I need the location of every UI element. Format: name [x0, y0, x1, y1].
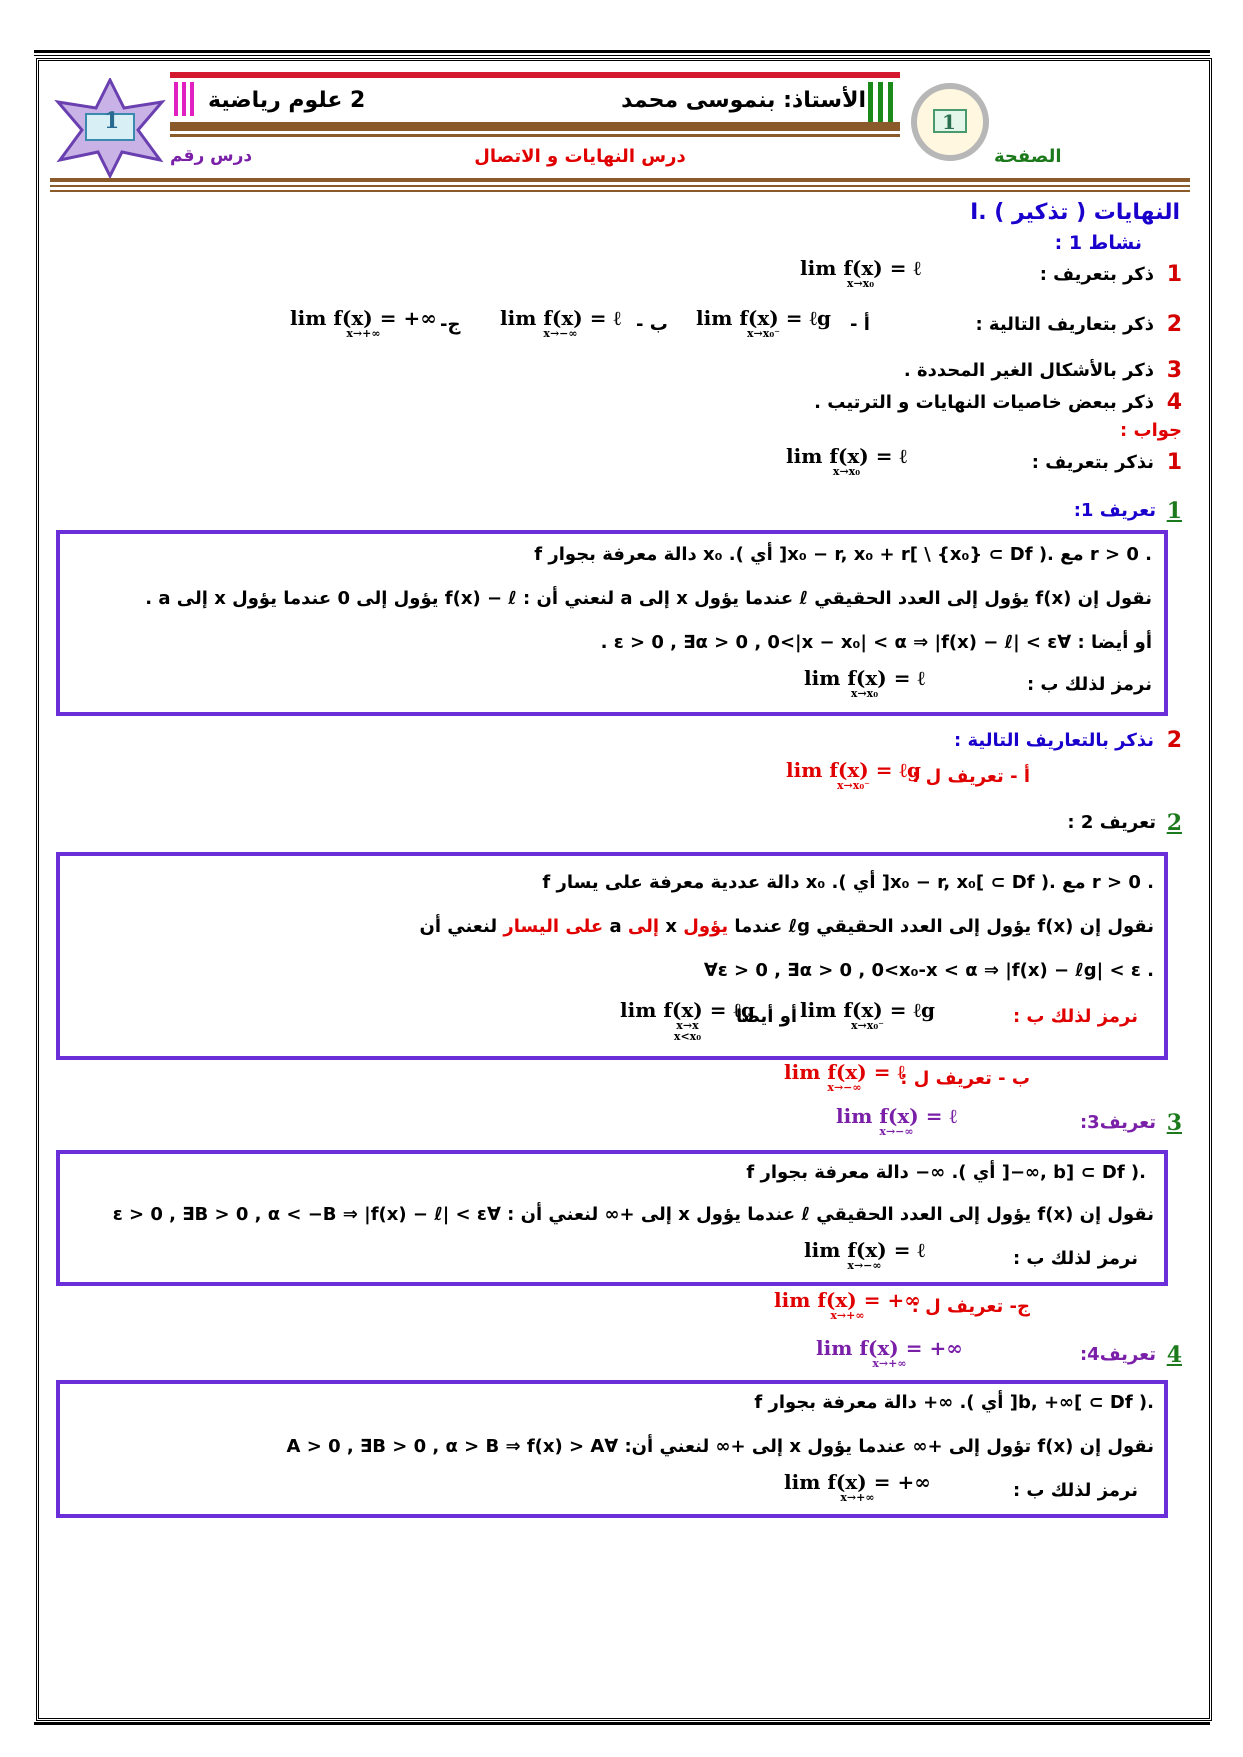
- item-number: 4: [1166, 390, 1182, 415]
- lim-text: lim f(x) = +∞: [774, 1288, 921, 1312]
- def2-line2: [419, 916, 1154, 937]
- lim-text: lim f(x) = ℓ: [800, 256, 921, 280]
- lim-text: lim f(x) = ℓ: [784, 1060, 905, 1084]
- lim-sub: x<x₀: [673, 1030, 702, 1043]
- item-number: 3: [1166, 358, 1182, 383]
- lim-text: lim f(x) = ℓ: [836, 1104, 957, 1128]
- def3-line1: f دالة معرفة بجوار −∞ .( أي ]−∞, b] ⊂ Df ).: [746, 1162, 1146, 1183]
- item-number: 1: [1166, 450, 1182, 475]
- item-text: نذكر بتعريف :: [1031, 452, 1154, 473]
- page-badge-number: 1: [942, 110, 956, 134]
- definition-box-4: [56, 1380, 1168, 1518]
- header-bottom-bar-2: [50, 185, 1190, 187]
- q2-b-label: ب -: [636, 314, 668, 335]
- header-bar-red: [170, 72, 900, 78]
- lim-text: lim f(x) = ℓ: [804, 1238, 925, 1262]
- sub-b: [780, 1062, 1030, 1102]
- lim-sub: x→x₀: [832, 465, 861, 478]
- def2-line4-or: أو أيضا: [736, 1006, 798, 1027]
- lim-text: lim f(x) = +∞: [290, 306, 437, 330]
- sub2-a: [780, 760, 1030, 800]
- sub-c-expr: [774, 1290, 921, 1321]
- lim-sub: x→+∞: [346, 327, 381, 340]
- lim-text: lim f(x) = ℓg: [786, 758, 921, 782]
- lim-sub: x→x₀: [846, 277, 875, 290]
- green-stripes: [868, 82, 896, 122]
- teacher-name: الأستاذ: بنموسى محمد: [621, 88, 866, 113]
- lim-sub: x→x₀: [850, 687, 879, 700]
- header-bar-brown-1: [170, 122, 900, 131]
- item-number: 1: [1166, 262, 1182, 287]
- item-text: نذكر بالتعاريف التالية :: [954, 730, 1154, 751]
- answer-1: [780, 446, 1182, 488]
- section-title: I. النهايات ( تذكير ): [970, 200, 1180, 225]
- heading-text: تعريف3:: [1079, 1112, 1156, 1133]
- definition-box-2: [56, 852, 1168, 1060]
- def1-symbol: [804, 668, 925, 699]
- lim-text: lim f(x) = ℓg: [800, 998, 935, 1022]
- lim-sub: x→x₀⁻: [850, 1019, 884, 1032]
- sub2: [800, 728, 1182, 758]
- sub2-a-expr: [786, 760, 921, 791]
- def2-line2-part: على اليسار: [503, 916, 604, 937]
- pink-stripes: [174, 82, 198, 116]
- def4-line2: نقول إن f(x) تؤول إلى +∞ عندما يؤول x إلى +∞ لنعني أن: ∀A > 0 , ∃B > 0 , α > B ⇒ f(x) > A: [286, 1436, 1154, 1457]
- sub-c-label: ج- تعريف ل :: [911, 1296, 1030, 1317]
- def4-symbol: [784, 1472, 931, 1503]
- activity-label: نشاط 1 :: [1054, 232, 1142, 254]
- class-level: 2 علوم رياضية: [208, 88, 366, 113]
- def2-heading: [900, 810, 1182, 838]
- def2-line2-part: a: [609, 916, 622, 937]
- lim-sub: x→−∞: [827, 1081, 862, 1094]
- top-rule: [34, 50, 1210, 53]
- lim-text: lim f(x) = ℓ: [786, 444, 907, 468]
- def4-heading: [816, 1338, 1182, 1378]
- def2-line2-part: نقول إن f(x) يؤول إلى العدد الحقيقي ℓg عندما: [734, 916, 1154, 937]
- lim-text: lim f(x) = ℓg: [620, 998, 755, 1022]
- header-bottom-bar-3: [50, 190, 1190, 192]
- math-expr: [800, 258, 921, 289]
- heading-number: 2: [1166, 810, 1182, 836]
- def2-symbol-2: [620, 1000, 755, 1042]
- lim-sub: x→+∞: [872, 1357, 907, 1370]
- def3-heading-expr: [836, 1106, 957, 1137]
- def1-line1: f دالة معرفة بجوار x₀ .( أي ]x₀ − r, x₀ + r[ \ {x₀} ⊂ Df ). مع r > 0 .: [534, 544, 1152, 565]
- q2-a-expr: [696, 308, 831, 339]
- lim-sub: x→−∞: [879, 1125, 914, 1138]
- def2-line2-part: لنعني أن: [419, 916, 498, 937]
- item-2: [290, 308, 1182, 348]
- heading-number: 3: [1166, 1110, 1182, 1136]
- item-text: ذكر بالأشكال الغير المحددة .: [903, 360, 1154, 381]
- def4-line3: نرمز لذلك ب :: [1012, 1480, 1138, 1501]
- def1-line4: نرمز لذلك ب :: [1026, 674, 1152, 695]
- def2-line2-part: يؤول: [683, 916, 729, 937]
- def3-heading: [830, 1106, 1182, 1146]
- item-text: ذكر بتعاريف التالية :: [975, 314, 1154, 335]
- lesson-title: درس النهايات و الاتصال: [474, 146, 686, 167]
- lim-sub: x→−∞: [543, 327, 578, 340]
- sub-b-expr: [784, 1062, 905, 1093]
- lim-text: lim f(x) = ℓg: [696, 306, 831, 330]
- item-number: 2: [1166, 728, 1182, 753]
- lim-sub: x→x₀⁻: [836, 779, 870, 792]
- def4-heading-expr: [816, 1338, 963, 1369]
- item-text: ذكر بتعريف :: [1039, 264, 1154, 285]
- heading-text: تعريف 2 :: [1067, 812, 1156, 833]
- lesson-star-badge-number: 1: [104, 108, 120, 134]
- top-rule-2: [34, 55, 1210, 56]
- def1-heading: [900, 498, 1182, 526]
- lim-text: lim f(x) = +∞: [784, 1470, 931, 1494]
- heading-number: 4: [1166, 1342, 1182, 1368]
- lim-sub: x→x: [676, 1019, 699, 1032]
- item-4: [600, 390, 1182, 420]
- math-expr: [786, 446, 907, 477]
- lim-sub: x→x₀⁻: [746, 327, 780, 340]
- sub-b-label: ب - تعريف ل :: [900, 1068, 1030, 1089]
- lim-sub: x→+∞: [830, 1309, 865, 1322]
- def4-line1: f دالة معرفة بجوار +∞ .( أي ]b, +∞[ ⊂ Df ).: [754, 1392, 1154, 1413]
- item-text: ذكر ببعض خاصيات النهايات و الترتيب .: [814, 392, 1154, 413]
- lim-sub: x→+∞: [840, 1491, 875, 1504]
- def3-symbol: [804, 1240, 925, 1271]
- lim-text: lim f(x) = ℓ: [500, 306, 621, 330]
- def2-line3: ∀ε > 0 , ∃α > 0 , 0<x₀-x < α ⇒ |f(x) − ℓg| < ε .: [703, 960, 1154, 981]
- def3-line3: نرمز لذلك ب :: [1012, 1248, 1138, 1269]
- sub2-a-label: أ - تعريف ل :: [912, 766, 1030, 787]
- heading-text: تعريف4:: [1079, 1344, 1156, 1365]
- header: [50, 70, 1190, 210]
- bottom-rule: [34, 1722, 1210, 1725]
- def2-line4-label: نرمز لذلك ب :: [1012, 1006, 1138, 1027]
- def1-line2: نقول إن f(x) يؤول إلى العدد الحقيقي ℓ عندما يؤول x إلى a لنعني أن : f(x) − ℓ يؤول إلى 0 عندما يؤول x إلى a .: [145, 588, 1152, 609]
- lim-text: lim f(x) = ℓ: [804, 666, 925, 690]
- def2-line2-part: إلى: [627, 916, 660, 937]
- lesson-number-label: درس رقم: [170, 146, 253, 166]
- definition-box-3: [56, 1150, 1168, 1286]
- page-label: الصفحة: [994, 146, 1062, 167]
- def3-line2: نقول إن f(x) يؤول إلى العدد الحقيقي ℓ عندما يؤول x إلى +∞ لنعني أن : ∀ε > 0 , ∃B > 0 , α < −B ⇒ |f(x) − ℓ| < ε: [112, 1204, 1154, 1225]
- header-bar-brown-2: [170, 134, 900, 137]
- q2-b-expr: [500, 308, 621, 339]
- item-number: 2: [1166, 312, 1182, 337]
- q2-a-label: أ -: [850, 314, 870, 335]
- lim-sub: x→−∞: [847, 1259, 882, 1272]
- def2-symbol-1: [800, 1000, 935, 1031]
- heading-text: تعريف 1:: [1073, 500, 1156, 521]
- def1-line3: أو أيضا : ∀ε > 0 , ∃α > 0 , 0<|x − x₀| < α ⇒ |f(x) − ℓ| < ε .: [600, 632, 1152, 653]
- sub-c: [774, 1290, 1030, 1330]
- def2-line2-part: x: [665, 916, 677, 937]
- heading-number: 1: [1166, 498, 1182, 524]
- definition-box-1: [56, 530, 1168, 716]
- def2-line1: f دالة عددية معرفة على يسار x₀ .( أي ]x₀ − r, x₀[ ⊂ Df ). مع r > 0 .: [542, 872, 1154, 893]
- q2-c-label: ج-: [440, 314, 461, 335]
- header-bottom-bar-1: [50, 178, 1190, 182]
- q2-c-expr: [290, 308, 437, 339]
- answer-label: جواب :: [1120, 420, 1182, 441]
- item-3: [700, 358, 1182, 388]
- lim-text: lim f(x) = +∞: [816, 1336, 963, 1360]
- item-1: [800, 258, 1182, 298]
